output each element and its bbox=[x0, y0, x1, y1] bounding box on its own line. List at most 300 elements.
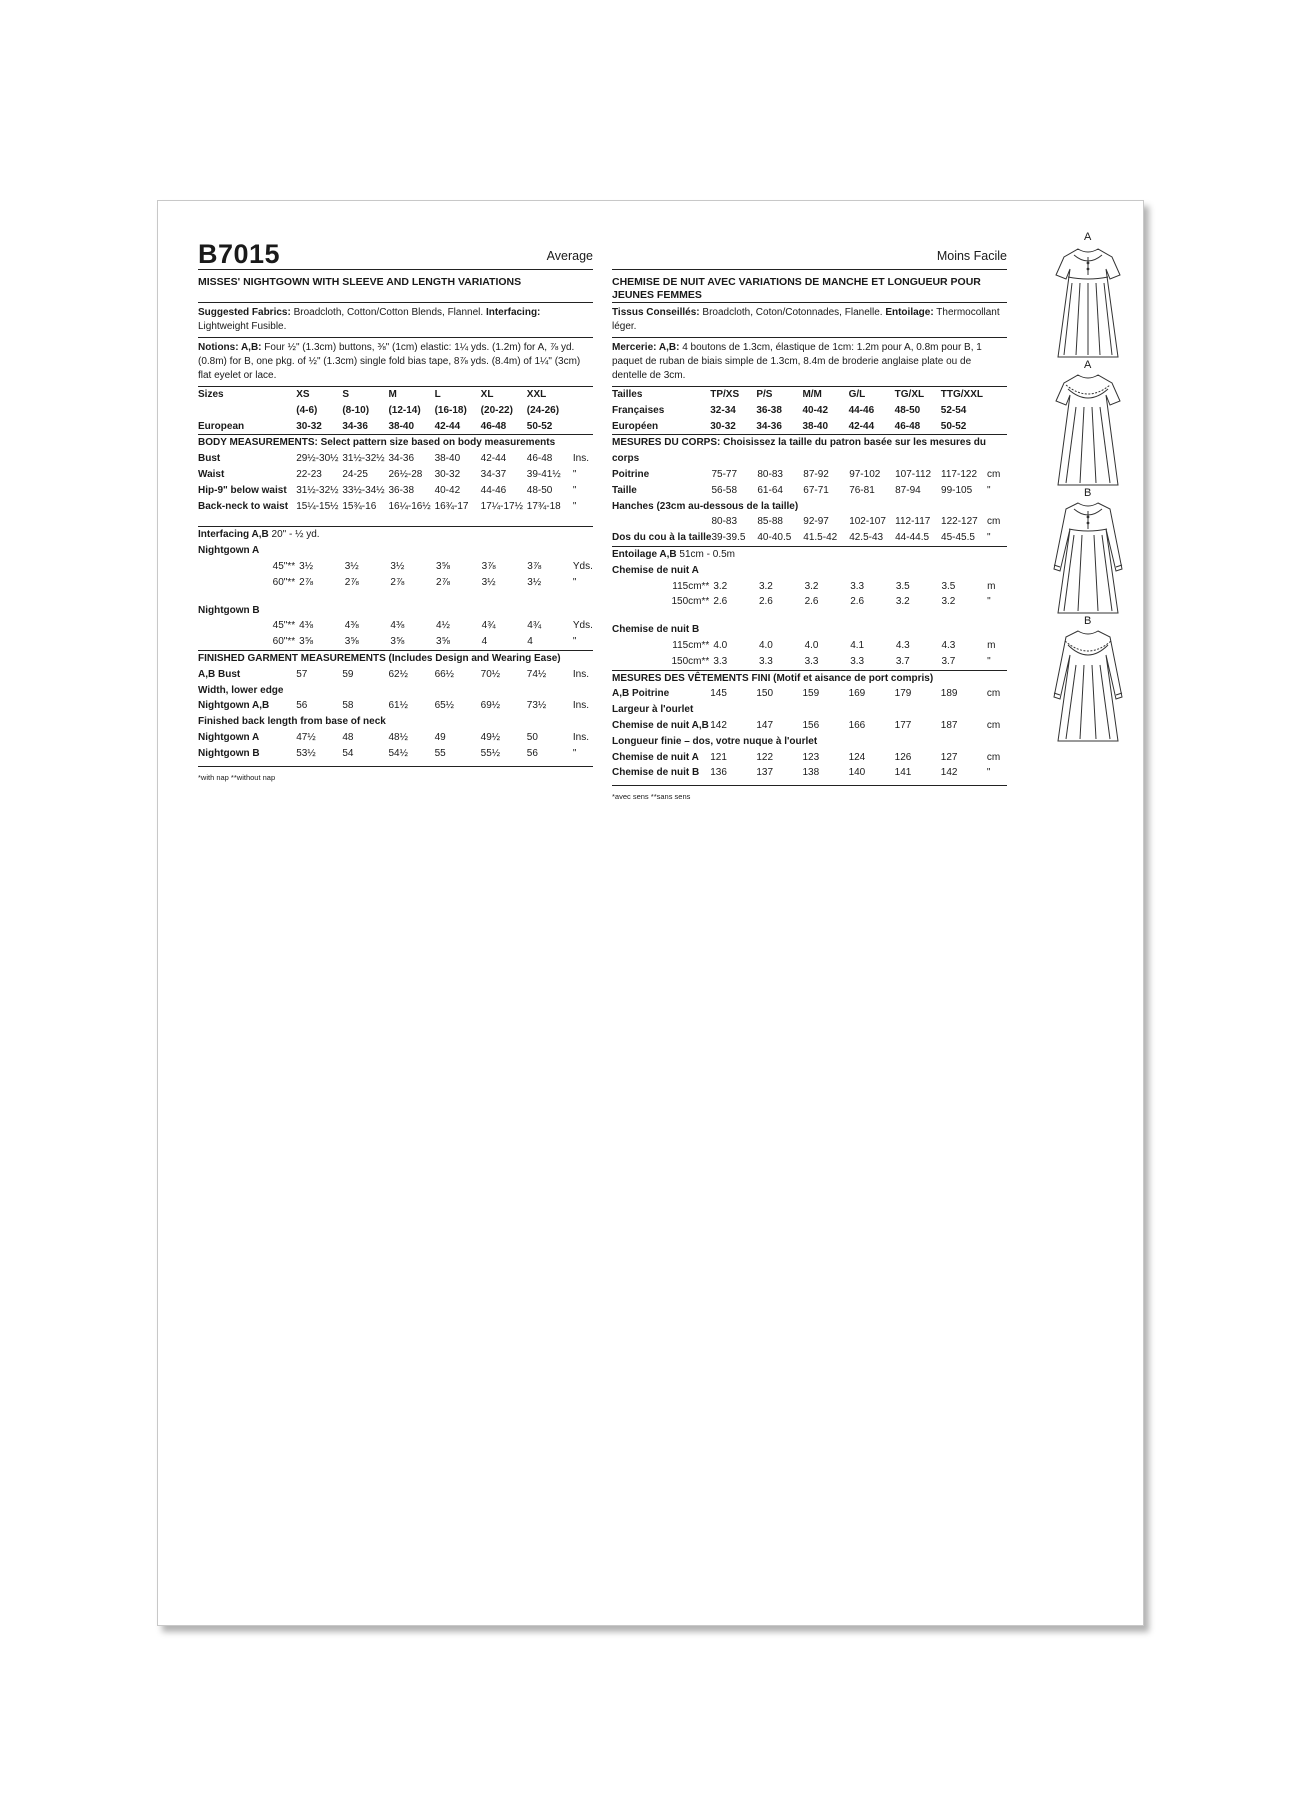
cell: 26½-28 bbox=[388, 468, 423, 480]
cell: 33½-34½ bbox=[342, 484, 385, 496]
unit: Ins. bbox=[572, 453, 590, 465]
nightgown-long-sleeve-yoke-icon bbox=[1038, 617, 1138, 745]
cell: 4 bbox=[527, 636, 533, 648]
cell: 3.3 bbox=[850, 580, 865, 592]
cell: 2⅞ bbox=[436, 576, 450, 588]
view-b-heading-fr: Chemise de nuit B bbox=[612, 624, 700, 636]
size-us-cell: (16-18) bbox=[434, 404, 467, 416]
cell: 22-23 bbox=[296, 468, 322, 480]
cell: 34-36 bbox=[388, 453, 415, 465]
cell: 48-50 bbox=[894, 404, 921, 416]
cell: 3.3 bbox=[850, 655, 865, 667]
table-row bbox=[198, 634, 593, 650]
european-row bbox=[198, 419, 593, 435]
cell: 4⅜ bbox=[299, 620, 314, 632]
cell: 99-105 bbox=[941, 484, 973, 496]
cell: 56 bbox=[296, 700, 308, 712]
nightgown-view-a-front bbox=[1038, 233, 1138, 361]
width-heading: Largeur à l'ourlet bbox=[612, 704, 694, 716]
cell: 50-52 bbox=[940, 420, 967, 432]
cell: 3.2 bbox=[895, 596, 910, 608]
cell: 3.3 bbox=[804, 655, 819, 667]
cell: 3.7 bbox=[941, 655, 956, 667]
cell: 3⅝ bbox=[436, 636, 450, 648]
footnote: *with nap **without nap bbox=[198, 772, 276, 782]
cell: 92-97 bbox=[803, 516, 829, 528]
cell: 30-32 bbox=[710, 420, 736, 432]
size-cell: L bbox=[434, 389, 441, 400]
cell: 187 bbox=[940, 719, 958, 731]
cell: 3.2 bbox=[804, 580, 819, 592]
yardage-b-table bbox=[198, 618, 593, 650]
difficulty-level-fr: Moins Facile bbox=[936, 249, 1007, 263]
cell: 80-83 bbox=[757, 468, 783, 480]
row-label: Taille bbox=[612, 484, 637, 496]
cell: 3½ bbox=[299, 560, 314, 572]
unit: " bbox=[572, 468, 577, 480]
body-measurements-table-fr bbox=[612, 467, 1007, 546]
cell: 17¾-18 bbox=[526, 500, 561, 512]
cell: 36-38 bbox=[756, 404, 782, 416]
sizes-row bbox=[198, 387, 593, 403]
cell: 36-38 bbox=[388, 484, 415, 496]
cell: 61½ bbox=[388, 700, 408, 712]
cell: 31½-32½ bbox=[342, 453, 385, 465]
nightgown-long-sleeve-icon bbox=[1038, 489, 1138, 617]
unit: " bbox=[987, 655, 991, 667]
cell: 85-88 bbox=[757, 516, 783, 528]
unit: cm bbox=[986, 751, 1001, 763]
sizes-table-fr bbox=[612, 387, 1007, 434]
cell: 87-94 bbox=[895, 484, 921, 496]
body-measurements-heading-fr: MESURES DU CORPS: Choisissez la taille du patron basée sur les mesures du corps bbox=[612, 437, 986, 465]
table-row bbox=[612, 483, 1007, 499]
unit: " bbox=[572, 484, 577, 496]
row-label: A,B Bust bbox=[198, 668, 241, 680]
table-row bbox=[612, 530, 1007, 546]
notions bbox=[198, 337, 593, 386]
cell: 4⅜ bbox=[390, 620, 405, 632]
european-cell: 38-40 bbox=[388, 420, 415, 432]
interfacing-text: Lightweight Fusible. bbox=[198, 321, 287, 332]
cell: 56 bbox=[526, 747, 538, 759]
view-label: A bbox=[1084, 359, 1092, 371]
size-cell: XS bbox=[296, 389, 310, 400]
cell: 3.2 bbox=[941, 596, 956, 608]
cell: 145 bbox=[710, 688, 727, 700]
cell: 42-44 bbox=[848, 420, 875, 432]
cell: 65½ bbox=[434, 700, 455, 712]
cell: 169 bbox=[848, 688, 866, 700]
unit: m bbox=[987, 639, 996, 651]
unit: Ins. bbox=[572, 668, 590, 680]
size-us-cell: (24-26) bbox=[526, 404, 560, 416]
row-label: Nightgown A bbox=[198, 731, 260, 743]
pattern-envelope-back bbox=[157, 200, 1144, 1626]
european-label: Européen bbox=[612, 420, 659, 432]
cell: 4⅜ bbox=[344, 620, 359, 632]
length-heading: Finished back length from base of neck bbox=[198, 716, 386, 728]
interfacing-row-value: 20" - ½ yd. bbox=[271, 529, 320, 541]
cell: 40-40.5 bbox=[757, 532, 792, 544]
cell: 54 bbox=[342, 747, 354, 759]
nightgown-view-b-yoke bbox=[1038, 617, 1138, 745]
cell: 38-40 bbox=[434, 453, 461, 465]
nightgown-view-a-yoke bbox=[1038, 361, 1138, 489]
cell: 136 bbox=[710, 767, 727, 779]
cell: 48-50 bbox=[526, 484, 553, 496]
cell: 123 bbox=[802, 751, 820, 763]
cell: 17¼-17½ bbox=[480, 500, 523, 512]
cell: 61-64 bbox=[757, 484, 783, 496]
european-label: European bbox=[198, 420, 245, 432]
cell: 4¾ bbox=[527, 620, 542, 632]
size-us-cell: (4-6) bbox=[296, 404, 318, 416]
cell: 34-37 bbox=[480, 468, 507, 480]
european-cell: 30-32 bbox=[296, 420, 322, 432]
cell: 3⅞ bbox=[527, 560, 542, 572]
cell: 141 bbox=[894, 767, 912, 779]
cell: 70½ bbox=[480, 668, 501, 680]
cell: 53½ bbox=[296, 747, 316, 759]
cell: 34-36 bbox=[756, 420, 782, 432]
cell: 3.5 bbox=[941, 580, 956, 592]
cell: 4.0 bbox=[804, 639, 819, 651]
unit: " bbox=[987, 596, 991, 608]
table-row bbox=[612, 654, 1007, 670]
notions-text: Four ½" (1.3cm) buttons, ⅜" (1cm) elastic: 1¼ yds. (1.2m) for A, ⅞ yd. (0.8m) for B, one pkg. of ½" (1.3cm) single fold bias tape, 8⅞ yds. (8.4m) of 1¼" (3cm) flat eyelet or lace. bbox=[198, 342, 581, 381]
unit: " bbox=[986, 484, 991, 496]
sizes-label: Tailles bbox=[612, 389, 643, 400]
cell: 2.6 bbox=[758, 596, 773, 608]
european-cell: 34-36 bbox=[342, 420, 368, 432]
cell: 3½ bbox=[481, 576, 496, 588]
cell: 57 bbox=[296, 668, 308, 680]
fabrics-label: Suggested Fabrics: bbox=[198, 307, 291, 318]
cell: 3½ bbox=[527, 576, 542, 588]
row-label: Nightgown A,B bbox=[198, 700, 270, 712]
view-illustrations bbox=[1038, 233, 1138, 745]
cell: 40-42 bbox=[434, 484, 461, 496]
suggested-fabrics bbox=[198, 302, 593, 337]
table-row bbox=[612, 750, 1007, 766]
interfacing-row-label: Entoilage A,B bbox=[612, 548, 677, 560]
sizes-table bbox=[198, 387, 593, 434]
unit: " bbox=[986, 767, 991, 779]
cell: 137 bbox=[756, 767, 774, 779]
cell: 87-92 bbox=[803, 468, 829, 480]
cell: 4¾ bbox=[481, 620, 496, 632]
cell: 50 bbox=[526, 731, 538, 743]
cell: 138 bbox=[802, 767, 820, 779]
unit: cm bbox=[986, 468, 1001, 480]
cell: 46-48 bbox=[894, 420, 921, 432]
unit: " bbox=[572, 747, 577, 759]
difficulty-level: Average bbox=[546, 249, 593, 263]
cell: 2.6 bbox=[850, 596, 865, 608]
size-cell: M bbox=[388, 389, 397, 400]
hanches-label: Hanches (23cm au-dessous de la taille) bbox=[612, 500, 799, 512]
cell: 4.3 bbox=[941, 639, 956, 651]
fabric-width: 60"** bbox=[272, 636, 296, 648]
nightgown-short-sleeve-icon bbox=[1038, 233, 1138, 361]
sizes-label: Sizes bbox=[198, 389, 224, 400]
row-label: Back-neck to waist bbox=[198, 500, 289, 512]
cell: 3.3 bbox=[758, 655, 773, 667]
cell: 55½ bbox=[480, 747, 501, 759]
english-column bbox=[198, 239, 593, 782]
table-row bbox=[612, 718, 1007, 734]
fabric-width: 150cm** bbox=[671, 596, 710, 608]
unit: cm bbox=[986, 516, 1001, 528]
size-cell: M/M bbox=[802, 389, 822, 400]
pattern-code: B7015 bbox=[198, 239, 281, 269]
cell: 16¾-17 bbox=[434, 500, 469, 512]
cell: 177 bbox=[894, 719, 912, 731]
table-row bbox=[612, 765, 1007, 781]
fabrics-text: Broadcloth, Cotton/Cotton Blends, Flannel. bbox=[293, 307, 484, 318]
cell: 3⅝ bbox=[390, 636, 405, 648]
view-a-heading-fr: Chemise de nuit A bbox=[612, 564, 699, 576]
size-cell: TG/XL bbox=[894, 389, 925, 400]
cell: 4.0 bbox=[713, 639, 728, 651]
french-header bbox=[612, 239, 1007, 270]
table-row bbox=[198, 618, 593, 634]
table-row bbox=[198, 467, 593, 483]
cell: 3.2 bbox=[713, 580, 728, 592]
table-row bbox=[612, 579, 1007, 595]
unit: Yds. bbox=[572, 620, 593, 632]
cell: 3½ bbox=[390, 560, 405, 572]
cell: 74½ bbox=[526, 668, 547, 680]
cell: 3⅝ bbox=[299, 636, 314, 648]
european-row bbox=[612, 419, 1007, 435]
cell: 2.6 bbox=[804, 596, 819, 608]
nightgown-ruffle-yoke-icon bbox=[1038, 361, 1138, 489]
row-label: Hip-9" below waist bbox=[198, 484, 287, 496]
cell: 159 bbox=[802, 688, 820, 700]
fabrics-label: Tissus Conseillés: bbox=[612, 307, 700, 318]
table-row bbox=[612, 594, 1007, 610]
cell: 41.5-42 bbox=[803, 532, 838, 544]
cell: 102-107 bbox=[849, 516, 886, 528]
cell: 142 bbox=[940, 767, 958, 779]
cell: 142 bbox=[710, 719, 727, 731]
cell: 31½-32½ bbox=[296, 484, 339, 496]
cell: 67-71 bbox=[803, 484, 829, 496]
yardage-b-table-fr bbox=[612, 638, 1007, 670]
row-label: Bust bbox=[198, 453, 221, 465]
cell: 48½ bbox=[388, 731, 408, 743]
view-b-heading: Nightgown B bbox=[198, 604, 260, 616]
cell: 124 bbox=[848, 751, 866, 763]
unit: " bbox=[572, 500, 577, 512]
cell: 2⅞ bbox=[390, 576, 405, 588]
interfacing-yardage bbox=[198, 527, 593, 543]
size-cell: XXL bbox=[526, 389, 547, 400]
size-cell: G/L bbox=[848, 389, 866, 400]
notions-fr bbox=[612, 337, 1007, 386]
cell: 44-46 bbox=[848, 404, 875, 416]
unit: Ins. bbox=[572, 700, 590, 712]
francaises-label: Françaises bbox=[612, 404, 665, 416]
cell: 2.6 bbox=[713, 596, 728, 608]
cell: 44-44.5 bbox=[895, 532, 930, 544]
cell: 3.3 bbox=[713, 655, 728, 667]
cell: 179 bbox=[894, 688, 912, 700]
cell: 189 bbox=[940, 688, 958, 700]
yardage-a-table bbox=[198, 559, 593, 591]
notions-text: 4 boutons de 1.3cm, élastique de 1cm: 1.2m pour A, 0.8m pour B, 1 paquet de ruban de biais simple de 1.3cm, 8.4m de broderie anglaise plate ou de dentelle de 3cm. bbox=[612, 342, 982, 381]
view-label: A bbox=[1084, 231, 1092, 243]
body-measurements-heading: BODY MEASUREMENTS: Select pattern size based on body measurements bbox=[198, 437, 556, 449]
fabrics-text: Broadcloth, Coton/Cotonnades, Flanelle. bbox=[702, 307, 883, 318]
pattern-title-fr: CHEMISE DE NUIT AVEC VARIATIONS DE MANCHE ET LONGUEUR POUR JEUNES FEMMES bbox=[612, 276, 981, 301]
row-label: Nightgown B bbox=[198, 747, 260, 759]
unit: Yds. bbox=[572, 560, 593, 572]
size-us-cell: (12-14) bbox=[388, 404, 421, 416]
row-label: Chemise de nuit A,B bbox=[612, 719, 709, 731]
row-label: Dos du cou à la taille bbox=[612, 532, 712, 544]
suggested-fabrics-fr bbox=[612, 302, 1007, 337]
width-heading: Width, lower edge bbox=[198, 684, 284, 696]
cell: 4.3 bbox=[895, 639, 910, 651]
fabric-width: 150cm** bbox=[671, 655, 710, 667]
interfacing-label: Entoilage: bbox=[885, 307, 934, 318]
cell: 97-102 bbox=[849, 468, 881, 480]
fabric-width: 115cm** bbox=[672, 580, 710, 592]
fabric-width: 115cm** bbox=[672, 639, 710, 651]
sizes-row bbox=[612, 387, 1007, 403]
table-row bbox=[198, 730, 593, 746]
table-row bbox=[198, 746, 593, 762]
finished-measurements-heading: FINISHED GARMENT MEASUREMENTS (Includes Design and Wearing Ease) bbox=[198, 652, 561, 664]
size-cell: TP/XS bbox=[710, 389, 740, 400]
unit: " bbox=[572, 576, 577, 588]
cell: 56-58 bbox=[711, 484, 738, 496]
european-cell: 46-48 bbox=[480, 420, 507, 432]
cell: 80-83 bbox=[711, 516, 738, 528]
size-cell: S bbox=[342, 389, 350, 400]
cell: 121 bbox=[710, 751, 727, 763]
yardage-a-table-fr bbox=[612, 579, 1007, 611]
cell: 3.5 bbox=[895, 580, 910, 592]
cell: 4.0 bbox=[758, 639, 773, 651]
cell: 3.7 bbox=[895, 655, 910, 667]
cell: 39-39.5 bbox=[711, 532, 746, 544]
cell: 75-77 bbox=[711, 468, 738, 480]
cell: 76-81 bbox=[849, 484, 875, 496]
table-row bbox=[612, 686, 1007, 702]
french-column bbox=[612, 239, 1007, 801]
notions-label: Notions: A,B: bbox=[198, 342, 262, 353]
row-label: Waist bbox=[198, 468, 225, 480]
cell: 166 bbox=[848, 719, 866, 731]
pattern-title: MISSES' NIGHTGOWN WITH SLEEVE AND LENGTH VARIATIONS bbox=[198, 276, 522, 288]
unit: " bbox=[572, 636, 577, 648]
cell: 54½ bbox=[388, 747, 408, 759]
unit: m bbox=[987, 580, 996, 592]
notions-label: Mercerie: A,B: bbox=[612, 342, 680, 353]
cell: 3⅝ bbox=[436, 560, 450, 572]
footnote-fr: *avec sens **sans sens bbox=[612, 792, 691, 802]
cell: 16¼-16½ bbox=[388, 500, 431, 512]
cell: 4.1 bbox=[850, 639, 865, 651]
cell: 127 bbox=[940, 751, 958, 763]
nightgown-view-b-front bbox=[1038, 489, 1138, 617]
table-row bbox=[612, 514, 1007, 530]
cell: 49½ bbox=[480, 731, 501, 743]
interfacing-text: Thermocollant léger. bbox=[612, 307, 1000, 332]
cell: 2⅞ bbox=[299, 576, 314, 588]
cell: 3⅝ bbox=[344, 636, 359, 648]
cell: 45-45.5 bbox=[941, 532, 975, 544]
cell: 4½ bbox=[436, 620, 450, 632]
finished-measurements-table bbox=[198, 667, 593, 762]
cell: 32-34 bbox=[710, 404, 736, 416]
table-row bbox=[198, 575, 593, 591]
cell: 52-54 bbox=[940, 404, 967, 416]
table-row bbox=[198, 451, 593, 467]
view-label: B bbox=[1084, 615, 1092, 627]
cell: 107-112 bbox=[895, 468, 932, 480]
cell: 62½ bbox=[388, 668, 408, 680]
cell: 46-48 bbox=[526, 453, 553, 465]
cell: 140 bbox=[848, 767, 866, 779]
table-row bbox=[198, 559, 593, 575]
cell: 38-40 bbox=[802, 420, 829, 432]
cell: 117-122 bbox=[941, 468, 978, 480]
cell: 39-41½ bbox=[526, 468, 561, 480]
cell: 42-44 bbox=[480, 453, 507, 465]
cell: 126 bbox=[894, 751, 912, 763]
table-row bbox=[198, 483, 593, 499]
cell: 147 bbox=[756, 719, 774, 731]
finished-measurements-heading-fr: MESURES DES VÊTEMENTS FINI (Motif et aisance de port compris) bbox=[612, 672, 934, 684]
cell: 3⅞ bbox=[481, 560, 496, 572]
cell: 73½ bbox=[526, 700, 547, 712]
cell: 122 bbox=[756, 751, 774, 763]
cell: 66½ bbox=[434, 668, 455, 680]
cell: 49 bbox=[434, 731, 446, 743]
cell: 24-25 bbox=[342, 468, 368, 480]
size-cell: XL bbox=[480, 389, 494, 400]
view-a-heading: Nightgown A bbox=[198, 545, 260, 557]
francaises-row bbox=[612, 403, 1007, 419]
cell: 4 bbox=[481, 636, 488, 648]
european-cell: 50-52 bbox=[526, 420, 553, 432]
finished-measurements-table-fr bbox=[612, 686, 1007, 781]
cell: 3½ bbox=[344, 560, 359, 572]
interfacing-row-label: Interfacing A,B bbox=[198, 529, 269, 541]
cell: 3.2 bbox=[758, 580, 773, 592]
unit: " bbox=[986, 532, 991, 544]
table-row bbox=[612, 467, 1007, 483]
cell: 15¼-15½ bbox=[296, 500, 339, 512]
length-heading: Longueur finie – dos, votre nuque à l'ourlet bbox=[612, 735, 818, 747]
unit: cm bbox=[986, 719, 1001, 731]
cell: 15¾-16 bbox=[342, 500, 377, 512]
fabric-width: 45"** bbox=[272, 560, 296, 572]
cell: 58 bbox=[342, 700, 354, 712]
fabric-width: 60"** bbox=[272, 576, 296, 588]
table-row bbox=[198, 698, 593, 714]
cell: 150 bbox=[756, 688, 774, 700]
cell: 30-32 bbox=[434, 468, 461, 480]
english-header bbox=[198, 239, 593, 270]
row-label: Chemise de nuit B bbox=[612, 767, 700, 779]
view-label: B bbox=[1084, 487, 1092, 499]
